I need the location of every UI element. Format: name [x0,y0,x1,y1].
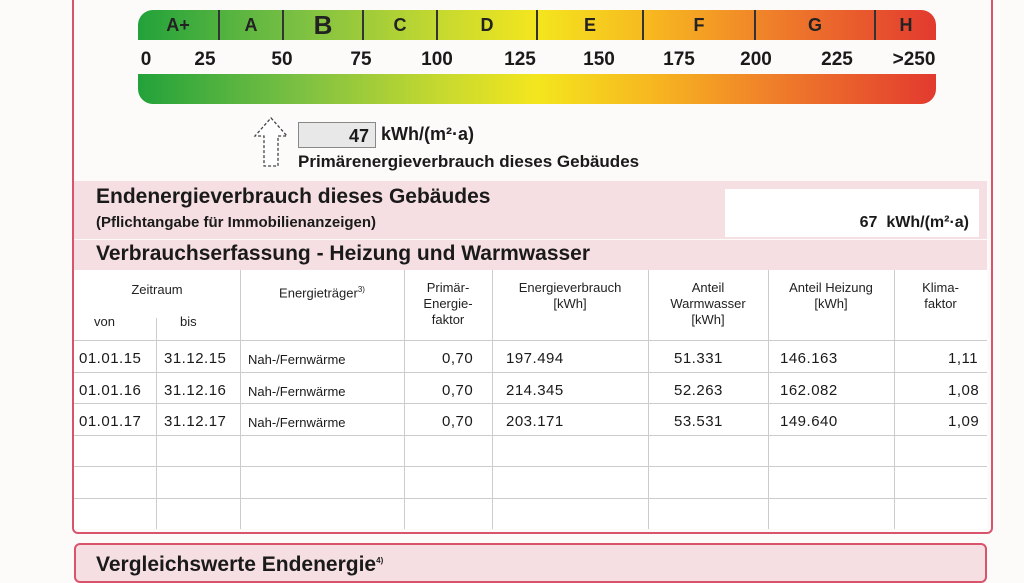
class-label: A+ [166,15,190,35]
scale-tick-label: 100 [421,49,453,70]
primary-energy-value: 47 [298,122,376,148]
header-energieverbrauch: Energieverbrauch [kWh] [518,280,622,311]
scale-tick-label: >250 [892,49,936,70]
cell-klima: 1,09 [948,413,980,430]
cell-bis: 31.12.16 [164,382,227,399]
header-energietraeger: Energieträger$^{3)}$ [279,285,365,301]
cell-bis: 31.12.15 [164,350,227,367]
scale-tick-label: 25 [194,49,216,70]
cell-klima: 1,11 [948,350,979,367]
scale-tick-label: 125 [504,49,536,70]
cell-warmwasser: 53.531 [674,413,723,430]
cell-verbrauch: 197.494 [506,350,564,367]
energy-class-bar [138,10,936,40]
header-primaerfaktor: Primär- Energie- faktor [423,280,473,327]
consumption-title: Verbrauchserfassung - Heizung und Warmwasser [96,242,591,265]
scale-tick-label: 0 [140,49,152,70]
cell-faktor: 0,70 [442,382,474,399]
header-klimafaktor: Klima- faktor [922,280,959,311]
scale-tick-label: 150 [583,49,615,70]
class-label: C [393,15,407,35]
class-label: D [480,15,494,35]
header-bis: bis [180,314,197,329]
cell-klima: 1,08 [948,382,980,399]
cell-heizung: 149.640 [780,413,838,430]
class-label: E [583,15,596,35]
cell-verbrauch: 203.171 [506,413,564,430]
cell-faktor: 0,70 [442,413,474,430]
header-von: von [94,314,115,329]
header-warmwasser: Anteil Warmwasser [kWh] [670,280,746,327]
cell-bis: 31.12.17 [164,413,227,430]
end-energy-value-box [725,189,979,237]
class-label-current: B [313,10,333,40]
class-label: F [693,15,705,35]
end-energy-value: 67 [859,214,878,231]
cell-von: 01.01.17 [79,413,142,430]
primary-energy-label: Primärenergieverbrauch dieses Gebäudes [298,152,640,171]
end-energy-subtitle: (Pflichtangabe für Immobilienanzeigen) [96,214,377,231]
scale-tick-label: 50 [271,49,293,70]
cell-von: 01.01.16 [79,382,142,399]
scale-tick-label: 225 [821,49,853,70]
cell-heizung: 146.163 [780,350,838,367]
energy-scale-bottom-bar [138,74,936,104]
comparison-title: Vergleichswerte Endenergie$^{4)}$ [96,553,384,576]
cell-verbrauch: 214.345 [506,382,564,399]
class-label: H [899,15,913,35]
scale-tick-label: 75 [350,49,372,70]
scale-tick-label: 200 [740,49,772,70]
cell-traeger: Nah-/Fernwärme [248,352,346,367]
cell-faktor: 0,70 [442,350,474,367]
primary-energy-unit: kWh/(m²·a) [381,124,474,144]
class-label: A [244,15,258,35]
cell-warmwasser: 52.263 [674,382,723,399]
cell-von: 01.01.15 [79,350,142,367]
cell-heizung: 162.082 [780,382,838,399]
end-energy-title: Endenergieverbrauch dieses Gebäudes [96,185,491,208]
header-zeitraum: Zeitraum [131,282,183,297]
cell-traeger: Nah-/Fernwärme [248,415,346,430]
cell-traeger: Nah-/Fernwärme [248,384,346,399]
end-energy-unit: kWh/(m²·a) [886,214,969,231]
up-arrow-icon [253,116,289,168]
class-label: G [807,15,822,35]
scale-tick-label: 175 [663,49,695,70]
consumption-table [74,270,987,529]
cell-warmwasser: 51.331 [674,350,723,367]
header-heizung: Anteil Heizung [kWh] [789,280,873,311]
